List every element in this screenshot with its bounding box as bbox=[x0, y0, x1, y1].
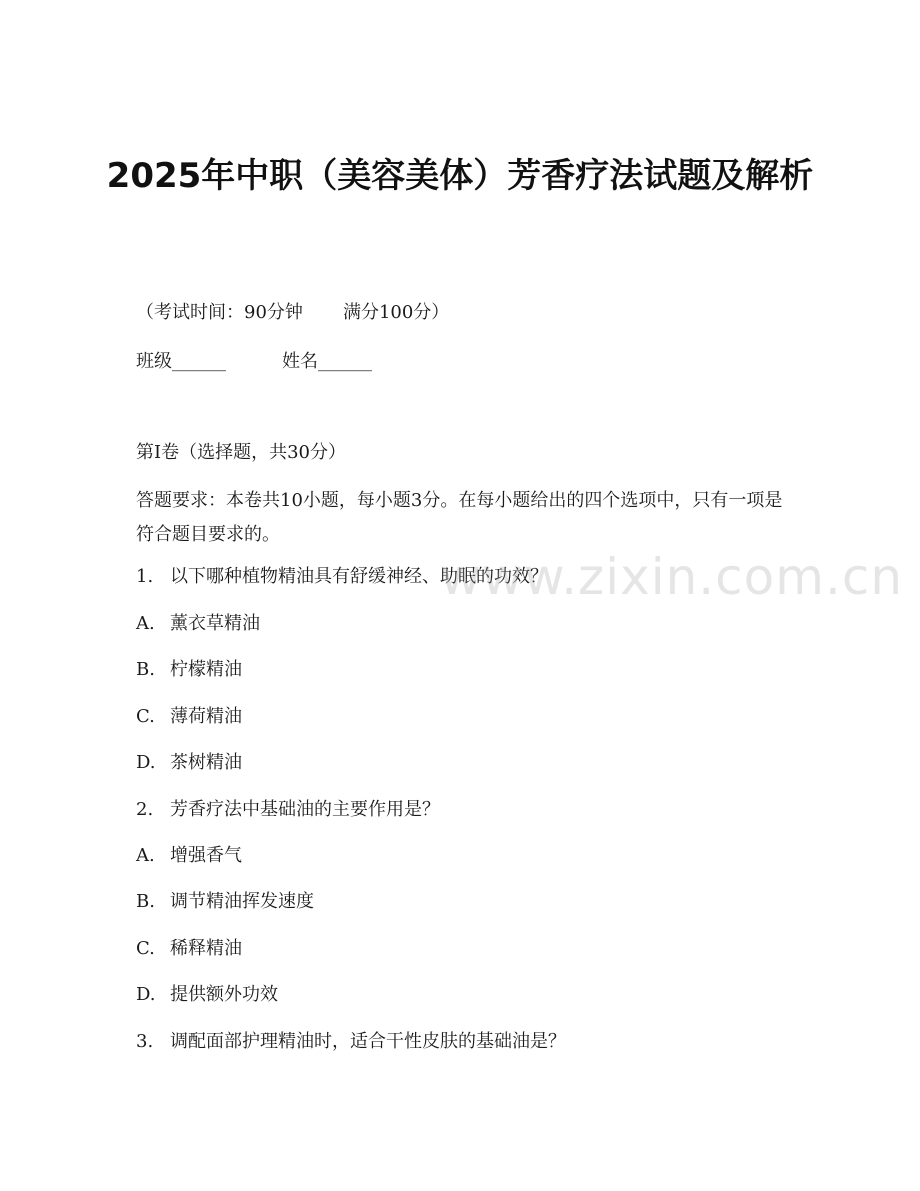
question-number: 2. bbox=[136, 799, 154, 820]
watermark: www.zixin.com.cn bbox=[440, 548, 904, 606]
option-text: 薄荷精油 bbox=[170, 706, 242, 727]
option-letter: A. bbox=[136, 845, 155, 866]
document-title: 2025年中职（美容美体）芳香疗法试题及解析 bbox=[106, 156, 814, 196]
option-1a bbox=[136, 611, 260, 637]
option-2c bbox=[136, 936, 242, 962]
question-text: 芳香疗法中基础油的主要作用是？ bbox=[170, 799, 440, 820]
name-field: 姓名______ bbox=[282, 351, 372, 372]
exam-info: （考试时间：90分钟 满分100分） bbox=[136, 302, 450, 323]
option-text: 稀释精油 bbox=[170, 938, 242, 959]
question-number: 1. bbox=[136, 566, 154, 587]
question-text: 调配面部护理精油时，适合干性皮肤的基础油是？ bbox=[170, 1031, 566, 1052]
question-text: 以下哪种植物精油具有舒缓神经、助眠的功效？ bbox=[170, 566, 548, 587]
option-1c bbox=[136, 704, 242, 730]
student-info-row bbox=[136, 349, 372, 375]
instructions: 答题要求：本卷共10小题，每小题3分。在每小题给出的四个选项中，只有一项是符合题目要求的。 bbox=[136, 490, 783, 545]
option-2a bbox=[136, 843, 242, 869]
option-text: 薰衣草精油 bbox=[170, 613, 260, 634]
option-letter: B. bbox=[136, 659, 155, 680]
section-heading: 第I卷（选择题，共30分） bbox=[136, 442, 347, 463]
question-number: 3. bbox=[136, 1031, 154, 1052]
option-letter: C. bbox=[136, 706, 155, 727]
option-1d bbox=[136, 750, 242, 776]
option-text: 增强香气 bbox=[170, 845, 242, 866]
question-2 bbox=[136, 797, 440, 823]
option-text: 提供额外功效 bbox=[170, 984, 278, 1005]
option-2b bbox=[136, 889, 314, 915]
option-text: 调节精油挥发速度 bbox=[170, 891, 314, 912]
option-text: 茶树精油 bbox=[170, 752, 242, 773]
option-letter: C. bbox=[136, 938, 155, 959]
option-2d bbox=[136, 982, 278, 1008]
option-1b bbox=[136, 657, 242, 683]
option-letter: D. bbox=[136, 752, 156, 773]
option-letter: D. bbox=[136, 984, 156, 1005]
option-letter: A. bbox=[136, 613, 155, 634]
class-field: 班级______ bbox=[136, 351, 226, 372]
question-3 bbox=[136, 1029, 566, 1055]
option-letter: B. bbox=[136, 891, 155, 912]
option-text: 柠檬精油 bbox=[170, 659, 242, 680]
